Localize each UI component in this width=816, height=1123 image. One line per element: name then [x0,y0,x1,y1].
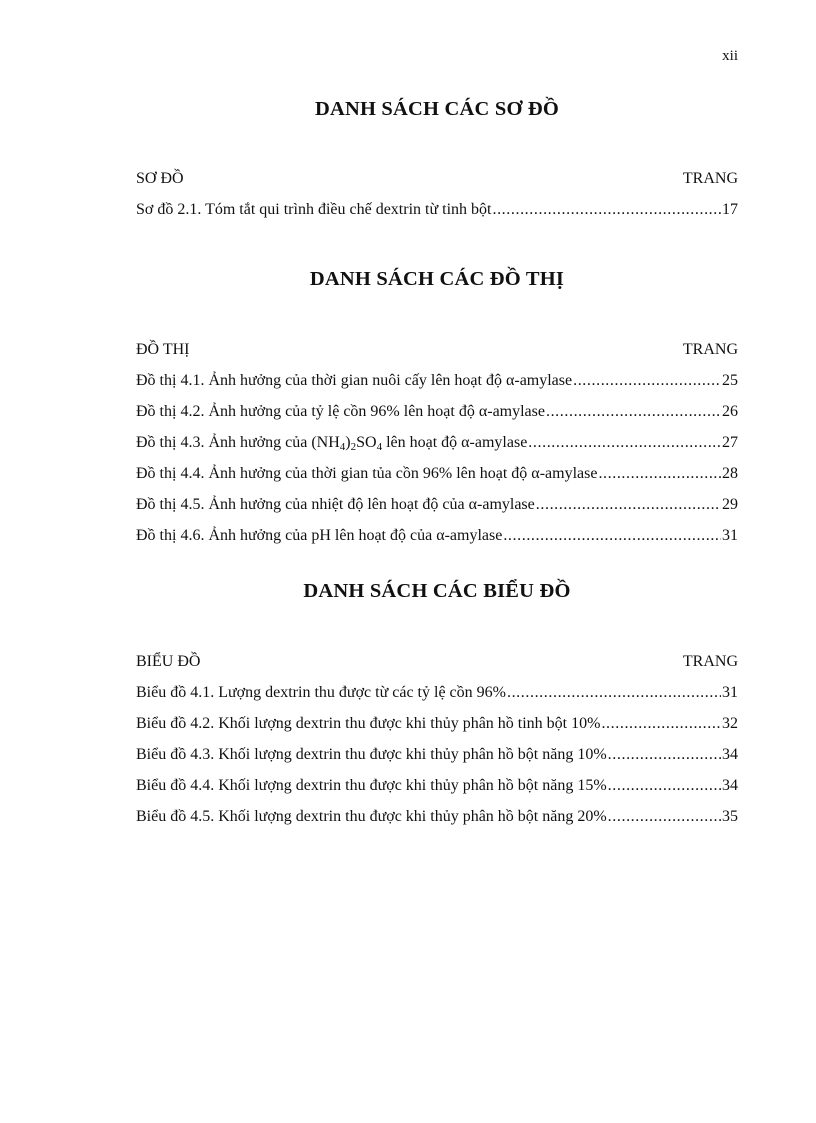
toc-entry-label: Biểu đồ 4.5. Khối lượng dextrin thu được khi thủy phân hồ bột năng 20% [136,808,607,825]
toc-entry[interactable] [136,803,738,831]
toc-entry-page: 27 [722,434,738,451]
toc-entry-page: 29 [722,496,738,513]
column-header-right: TRANG [682,653,738,670]
toc-entry-label: Đồ thị 4.1. Ảnh hưởng của thời gian nuôi cấy lên hoạt độ α-amylase [136,372,573,389]
toc-entry-label: Sơ đồ 2.1. Tóm tắt qui trình điều chế dextrin từ tinh bột [136,201,492,218]
toc-entry-page: 26 [722,403,738,420]
column-header-right: TRANG [682,341,738,358]
toc-entry[interactable] [136,710,738,738]
toc-entry-page: 25 [722,372,738,389]
toc-entry-label: Biểu đồ 4.2. Khối lượng dextrin thu được khi thủy phân hồ tinh bột 10% [136,715,601,732]
leader-dots [492,196,721,224]
toc-entry-label: Đồ thị 4.3. Ảnh hưởng của $(NH_4)_2SO_4$ lên hoạt độ α-amylase [136,434,528,453]
toc-entry-page: 34 [722,777,738,794]
section-charts [136,578,738,831]
column-header-right: TRANG [682,170,738,187]
column-header-left: BIỂU ĐỒ [136,653,201,670]
toc-entry[interactable] [136,196,738,224]
leader-dots [608,772,721,800]
toc-entry[interactable] [136,741,738,769]
toc-entry-page: 35 [722,808,738,825]
toc-entry-page: 17 [722,201,738,218]
toc-entry-label: Biểu đồ 4.3. Khối lượng dextrin thu được khi thủy phân hồ bột năng 10% [136,746,607,763]
column-header [136,336,738,364]
toc-entry-label: Đồ thị 4.2. Ảnh hưởng của tỷ lệ cồn 96% lên hoạt độ α-amylase [136,403,545,420]
section-diagrams [136,96,738,224]
toc-entry-label: Đồ thị 4.5. Ảnh hưởng của nhiệt độ lên hoạt độ của α-amylase [136,496,535,513]
leader-dots [608,803,721,831]
column-header-left: ĐỒ THỊ [136,341,190,358]
leader-dots [601,710,721,738]
column-header-left: SƠ ĐỒ [136,170,184,187]
section-title: DANH SÁCH CÁC SƠ ĐỒ [314,98,560,120]
toc-entry-page: 32 [722,715,738,732]
toc-entry-label: Đồ thị 4.6. Ảnh hưởng của pH lên hoạt độ của α-amylase [136,527,503,544]
toc-entry-label: Đồ thị 4.4. Ảnh hưởng của thời gian tủa cồn 96% lên hoạt độ α-amylase [136,465,598,482]
toc-entry-page: 31 [722,527,738,544]
section-graphs [136,266,738,550]
leader-dots [536,491,721,519]
leader-dots [608,741,721,769]
toc-entry[interactable] [136,772,738,800]
column-header [136,648,738,676]
section-title: DANH SÁCH CÁC ĐỒ THỊ [309,268,565,290]
leader-dots [507,679,721,707]
leader-dots [598,460,721,488]
toc-entry[interactable] [136,679,738,707]
toc-entry[interactable] [136,491,738,519]
toc-entry-page: 31 [722,684,738,701]
toc-entry-label: Biểu đồ 4.4. Khối lượng dextrin thu được khi thủy phân hồ bột năng 15% [136,777,607,794]
page-number: xii [722,48,738,64]
section-title: DANH SÁCH CÁC BIỂU ĐỒ [303,580,571,602]
toc-entry[interactable] [136,367,738,395]
toc-entry[interactable] [136,522,738,550]
leader-dots [573,367,721,395]
toc-entry-page: 34 [722,746,738,763]
leader-dots [528,429,721,457]
leader-dots [546,398,721,426]
toc-entry-page: 28 [722,465,738,482]
column-header [136,165,738,193]
toc-entry-label: Biểu đồ 4.1. Lượng dextrin thu được từ các tỷ lệ cồn 96% [136,684,506,701]
toc-entry[interactable] [136,460,738,488]
toc-entry[interactable] [136,398,738,426]
leader-dots [503,522,721,550]
toc-entry[interactable] [136,429,738,457]
